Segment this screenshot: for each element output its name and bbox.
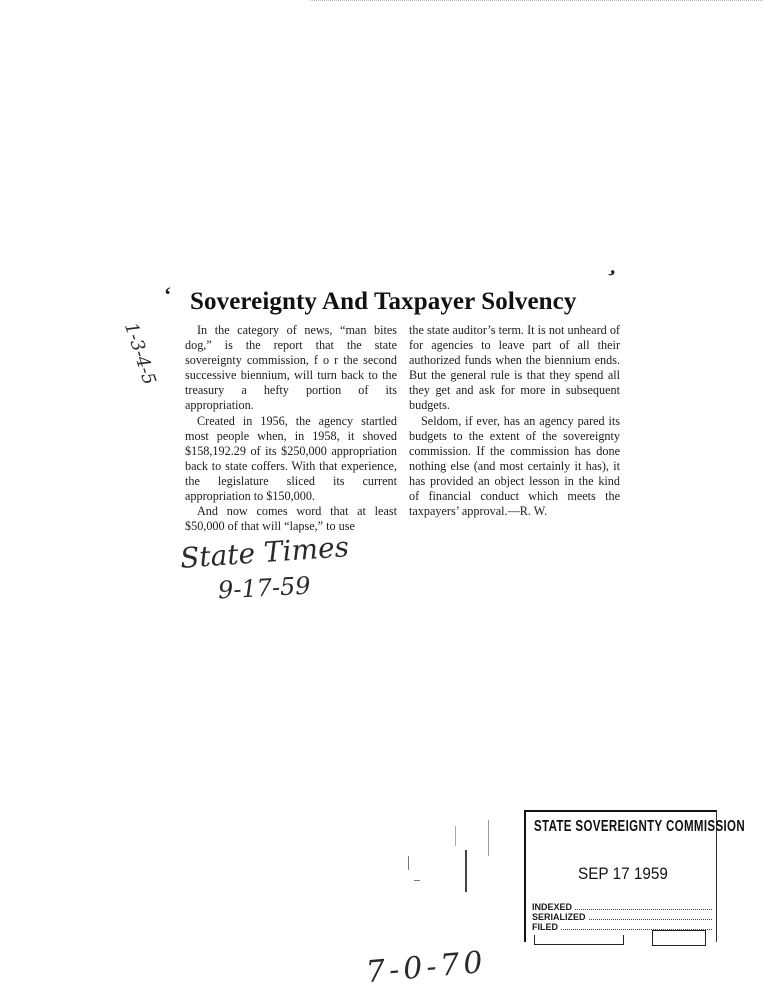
paragraph: Created in 1956, the agency startled most people when, in 1958, it shoved $158,192.29 of its $250,000 appropriation back to state coffers. With that experience, the legislature sliced its current appropriation to $150,000. xyxy=(185,413,397,504)
scan-mark xyxy=(414,880,420,881)
paragraph: Seldom, if ever, has an agency pared its budgets to the extent of the sovereignty commission. If the commission has done nothing else (and most certainly it has), it has provided an object lesson in the kind of financial conduct which meets the taxpayers’ approval.—R. W. xyxy=(409,413,620,519)
article-column-1 xyxy=(185,323,397,534)
stamp-row-indexed: INDEXED xyxy=(532,902,712,912)
paragraph: And now comes word that at least $50,000 of that will “lapse,” to use xyxy=(185,504,397,534)
paragraph: the state auditor’s term. It is not unheard of for agencies to leave part of all their authorized funds when the biennium ends. But the general rule is that they spend all they get and ask for more in subsequent budgets. xyxy=(409,323,620,413)
scan-mark xyxy=(465,850,467,892)
stamp-box xyxy=(652,930,706,946)
handwritten-source: State Times xyxy=(179,530,350,575)
commission-stamp xyxy=(524,810,746,942)
stamp-title: STATE SOVEREIGNTY COMMISSION xyxy=(534,818,746,835)
paragraph: In the category of news, “man bites dog,” is the report that the state sovereignty commission, f o r the second successive biennium, will turn back to the treasury a hefty portion of its appropriation. xyxy=(185,323,397,413)
handwritten-margin-note: 1-3-4-5 xyxy=(120,320,160,388)
clipping-corner-mark: ‘ xyxy=(164,282,172,307)
handwritten-bottom-note: 7-0-70 xyxy=(364,944,488,990)
stamp-date: SEP 17 1959 xyxy=(578,864,668,883)
scan-mark xyxy=(488,820,489,856)
top-edge-artifact xyxy=(310,0,763,5)
stamp-row-filed: FILED xyxy=(532,922,712,932)
stamp-row-serialized: SERIALIZED xyxy=(532,912,712,922)
clipping-corner-mark-right: ’ xyxy=(600,263,620,290)
headline: Sovereignty And Taxpayer Solvency xyxy=(190,288,577,315)
newspaper-clipping xyxy=(150,263,630,538)
stamp-rows xyxy=(532,902,712,932)
scan-mark xyxy=(455,826,456,846)
scan-mark xyxy=(408,856,409,870)
article-column-2 xyxy=(409,323,620,519)
handwritten-date: 9-17-59 xyxy=(217,571,312,605)
stamp-box xyxy=(534,935,624,945)
